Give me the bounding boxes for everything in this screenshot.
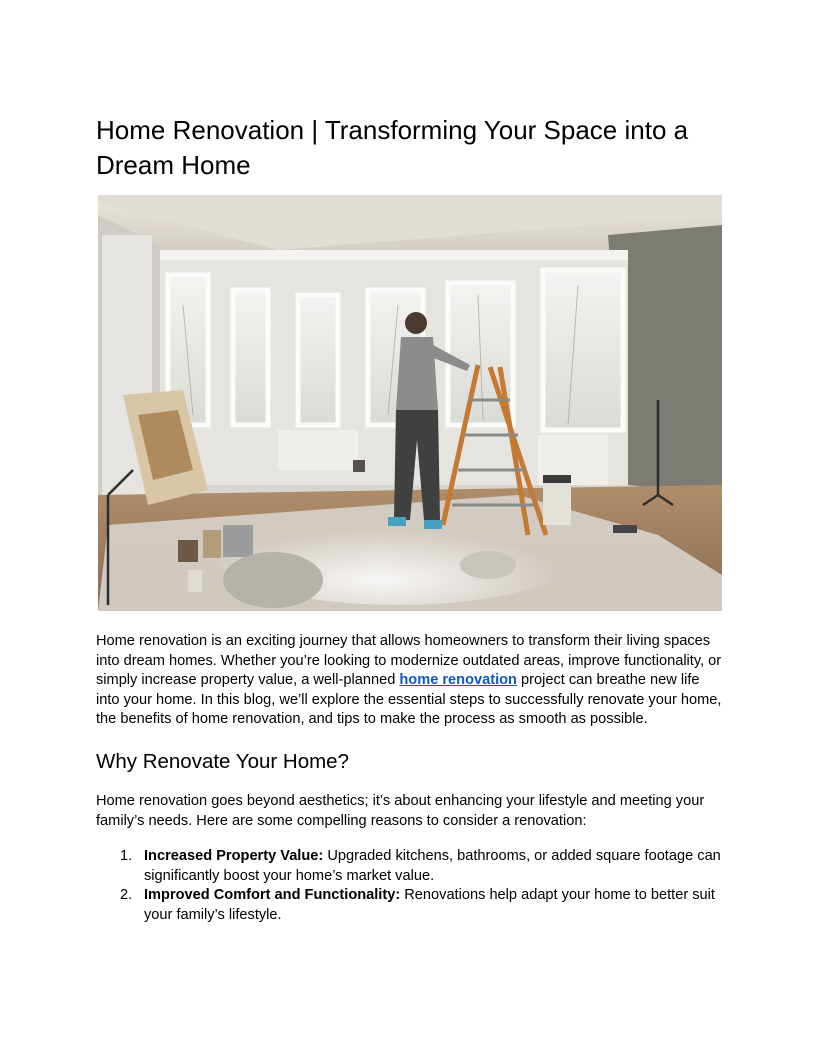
hero-image (98, 195, 722, 611)
list-item-title: Improved Comfort and Functionality: (144, 887, 401, 903)
intro-paragraph (96, 632, 724, 730)
list-item (96, 886, 724, 925)
section-paragraph: Home renovation goes beyond aesthetics; it’s about enhancing your lifestyle and meeting your family’s needs. Here are some compelling reasons to consider a renovation: (96, 793, 705, 829)
home-renovation-link[interactable]: home renovation (399, 672, 517, 688)
list-item-number: 1. (120, 848, 133, 864)
intro-text-after: project can breathe new life into your home. In this blog, we’ll explore the essential steps to successfully renovate your home, the benefits of home renovation, and tips to make the process as smooth as possible. (96, 672, 722, 727)
list-item-title: Increased Property Value: (144, 848, 324, 864)
list-item-number: 2. (120, 887, 133, 903)
list-item-text: Upgraded kitchens, bathrooms, or added square footage can significantly boost your home’s market value. (144, 848, 721, 884)
intro-text-before: Home renovation is an exciting journey that allows homeowners to transform their living spaces into dream homes. Whether you’re looking to modernize outdated areas, improve functionality, or simply increase property value, a well-planned (96, 633, 722, 688)
list-item-text: Renovations help adapt your home to better suit your family’s lifestyle. (144, 887, 715, 923)
section-heading: Why Renovate Your Home? (96, 750, 349, 773)
page-title: Home Renovation | Transforming Your Space into a Dream Home (96, 115, 689, 180)
reasons-list (96, 847, 724, 925)
list-item (96, 847, 724, 886)
